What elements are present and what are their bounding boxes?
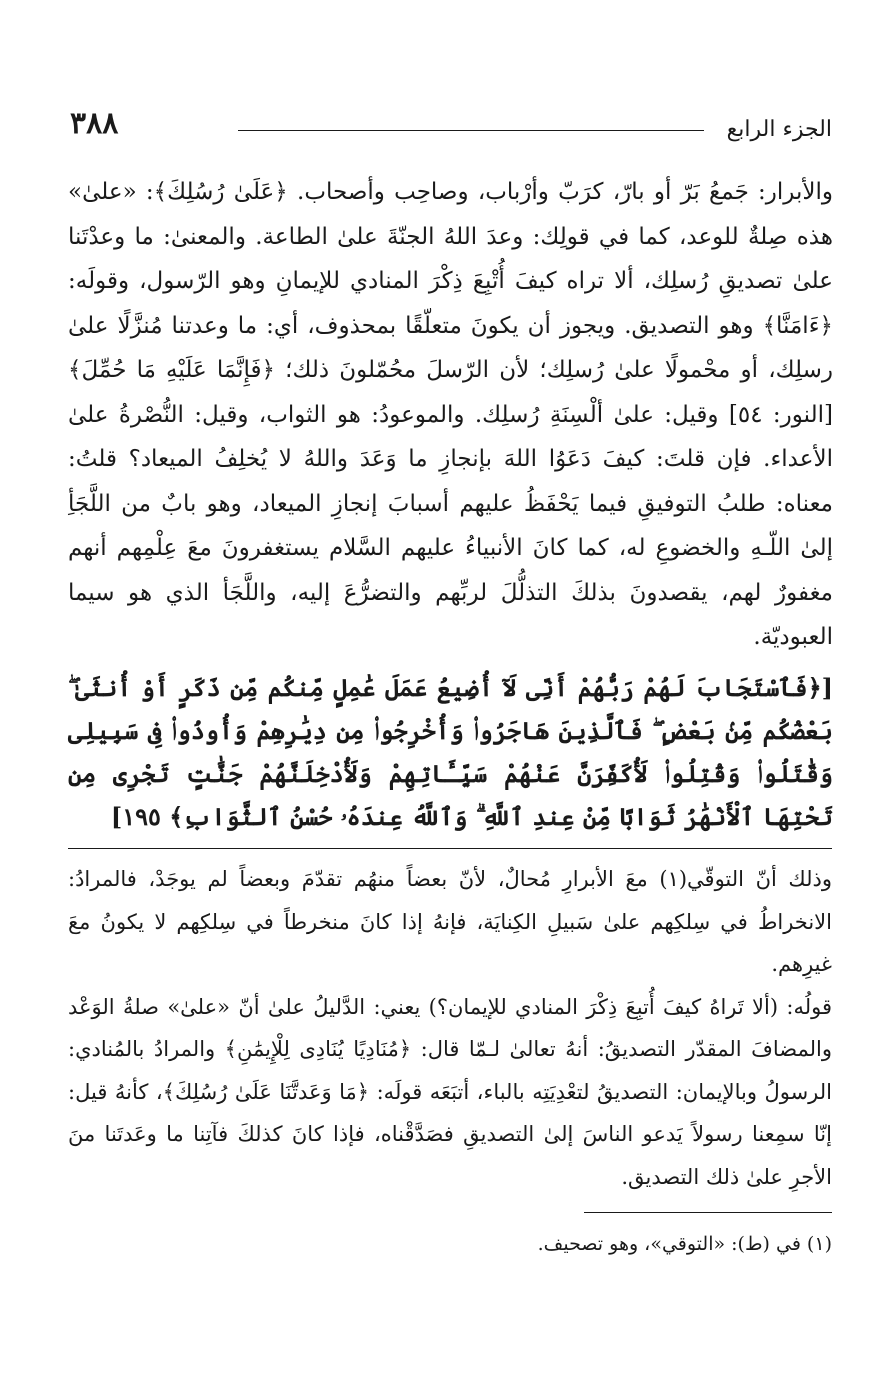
gloss-paragraph: قولُه: (ألا تَراهُ كيفَ أُتبِعَ ذِكْرَ المنادي للإيمان؟) يعني: الدَّليلُ علىٰ أنّ «علىٰ» صلةُ الوَعْد والمضافَ المقدّر التصديقُ: أنهُ تعالىٰ لـمّا قال: ﴿مُنَادِيًا يُنَادِى لِلْإِيمَٰنِ﴾ والمرادُ بالمُنادي: الرسولُ وبالإيمان: التصديقُ لتعْدِيَتِه بالباء، أتبَعَه قولَه: ﴿مَا وَعَدتَّنَا عَلَىٰ رُسُلِكَ﴾، كأنهُ قيل: إنّا سمِعنا رسولاً يَدعو الناسَ إلىٰ التصديقِ فصَدَّقْناه، فإذا كانَ كذلكَ فآتِنا ما وعَدتَنا منَ الأجرِ علىٰ ذلك التصديق. xyxy=(68,994,832,1189)
section-divider xyxy=(68,848,832,849)
main-text xyxy=(68,170,833,838)
gloss-text xyxy=(68,858,832,1198)
main-paragraph: والأبرار: جَمعُ بَرّ أو بارّ، كرَبّ وأرْباب، وصاحِب وأصحاب. ﴿عَلَىٰ رُسُلِكَ﴾: «علىٰ» هذه صِلةٌ للوعد، كما في قولِك: وعدَ اللهُ الجنّةَ علىٰ الطاعة. والمعنىٰ: ما وعدْتَنا علىٰ تصديقِ رُسلِك، ألا تراه كيفَ أُتْبِعَ ذِكْرَ المنادي للإيمانِ وهو الرّسول، وقولَه: ﴿ءَامَنَّا﴾ وهو التصديق. ويجوز أن يكونَ متعلّقًا بمحذوف، أي: ما وعدتنا مُنزَّلًا علىٰ رسلِك، أو محْمولًا علىٰ رُسلِك؛ لأن الرّسلَ محُمّلونَ ذلك؛ ﴿فَإِنَّمَا عَلَيْهِ مَا حُمِّلَ﴾ [النور: ٥٤] وقيل: علىٰ ألْسِنَةِ رُسلِك. والموعودُ: هو الثواب، وقيل: النُّصْرةُ علىٰ الأعداء. فإن قلتَ: كيفَ دَعَوُا اللهَ بإنجازِ ما وَعَدَ واللهُ لا يُخلِفُ الميعاد؟ قلتُ: معناه: طلبُ التوفيقِ فيما يَحْفَظُ عليهم أسبابَ إنجازِ الميعاد، وهو بابٌ من اللَّجَأِ إلىٰ اللّـهِ والخضوعِ له، كما كانَ الأنبياءُ عليهم السَّلام يستغفرونَ معَ عِلْمِهم أنهم مغفورٌ لهم، يقصدونَ بذلكَ التذلُّلَ لربِّهم والتضرُّعَ إليه، واللَّجَأ الذي هو سيما العبوديّة. xyxy=(68,179,833,650)
footnote: (١) في (ط): «التوقي»، وهو تصحيف. xyxy=(537,1233,832,1255)
running-title: الجزء الرابع xyxy=(726,117,832,142)
gloss-paragraph: وذلك أنّ التوقّي(١) معَ الأبرارِ مُحالٌ، لأنّ بعضاً منهُم تقدّمَ وبعضاً لم يوجَدْ، فالمرادُ: الانخراطُ في سِلكِهم علىٰ سَبيلِ الكِنايَة، فإنهُ إذا كانَ منخرطاً في سِلكِهم لا يكونُ معَ غيرِهم. xyxy=(68,867,832,976)
page-number: ٣٨٨ xyxy=(70,106,119,141)
footnote-rule xyxy=(584,1212,832,1213)
header-rule xyxy=(238,130,704,131)
quran-verse: [﴿فَٱسْتَجَابَ لَهُمْ رَبُّهُمْ أَنِّى لَآ أُضِيعُ عَمَلَ عَٰمِلٍ مِّنكُم مِّن ذَكَرٍ أَوْ أُنثَىٰ ۖ بَعْضُكُم مِّنۢ بَعْضٍ ۖ فَٱلَّذِينَ هَاجَرُوا۟ وَأُخْرِجُوا۟ مِن دِيَٰرِهِمْ وَأُوذُوا۟ فِى سَبِيلِى وَقَٰتَلُوا۟ وَقُتِلُوا۟ لَأُكَفِّرَنَّ عَنْهُمْ سَيِّـَٔاتِهِمْ وَلَأُدْخِلَنَّهُمْ جَنَّٰتٍ تَجْرِى مِن تَحْتِهَا ٱلْأَنْهَٰرُ ثَوَابًا مِّنْ عِندِ ٱللَّهِ ۗ وَٱللَّهُ عِندَهُۥ حُسْنُ ٱلثَّوَابِ﴾ ١٩٥] xyxy=(68,672,833,831)
page-header xyxy=(70,104,832,160)
